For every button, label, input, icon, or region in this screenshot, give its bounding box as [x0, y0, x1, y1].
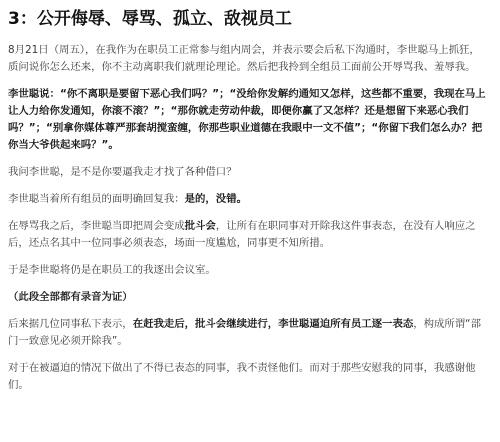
- paragraph-expelled: [8, 262, 490, 279]
- paragraph-meeting-account: [8, 42, 490, 76]
- paragraph-struggle-session: [8, 218, 490, 252]
- paragraph-reply: [8, 191, 490, 208]
- text-segment: 8月21日（周五），在我作为在职员工正常参与组内周会，并表示要会后私下沟通时，李世聪马上抓狂，质问说你怎么还来，你不主动离职我们就理论理论。然后把我拎到全组员工面前公开辱骂我、羞辱我。: [8, 44, 480, 73]
- paragraph-closing: [8, 360, 490, 394]
- section-heading: 3：公开侮辱、辱骂、孤立、敌视员工: [8, 9, 292, 29]
- paragraph-recording-note: [8, 289, 490, 306]
- text-segment: （此段全部都有录音为证）: [8, 291, 133, 303]
- text-segment: 在辱骂我之后，李世聪当即把周会变成: [8, 220, 185, 232]
- text-segment: 李世聪当着所有组员的面明确回复我：: [8, 193, 185, 205]
- text-segment: 于是李世聪将仍是在职员工的我逐出会议室。: [8, 264, 216, 276]
- text-segment: 后来据几位同事私下表示，: [8, 318, 133, 330]
- paragraph-colleagues-report: [8, 316, 490, 350]
- text-segment: ，让所有在职同事对开除我这件事表态，在没有人响应之后，还点名其中一位同事必须表态，场面一度尴尬，同事更不知所措。: [8, 220, 476, 249]
- text-segment: 我问李世聪，是不是你要逼我走才找了各种借口？: [8, 166, 237, 178]
- text-segment: ，构成所谓“部门一致意见必须开除我”。: [8, 318, 481, 347]
- text-segment: 李世聪说：“你不离职是要留下恶心我们吗？”；“没给你发解约通知又怎样，这些都不重要，我现在马上让人力给你发通知，你滚不滚？”；“那你就走劳动仲裁，即便你赢了又怎样？还是想留下来恶心我们吗？”；“别拿你媒体尊严那套胡搅蛮缠，你那些职业道德在我眼中一文不值”；“你留下我们怎么办？把你当大爷供起来吗？”。: [8, 88, 486, 151]
- paragraph-quotes: [8, 86, 490, 154]
- text-segment-bold: 是的，没错。: [184, 193, 247, 205]
- paragraph-question: [8, 164, 490, 181]
- text-segment-bold: 在赶我走后，批斗会继续进行，李世聪逼迫所有员工逐一表态: [132, 318, 414, 330]
- text-segment: 对于在被逼迫的情况下做出了不得已表态的同事，我不责怪他们。而对于那些安慰我的同事，我感谢他们。: [8, 362, 476, 391]
- text-segment-bold: 批斗会: [184, 220, 216, 232]
